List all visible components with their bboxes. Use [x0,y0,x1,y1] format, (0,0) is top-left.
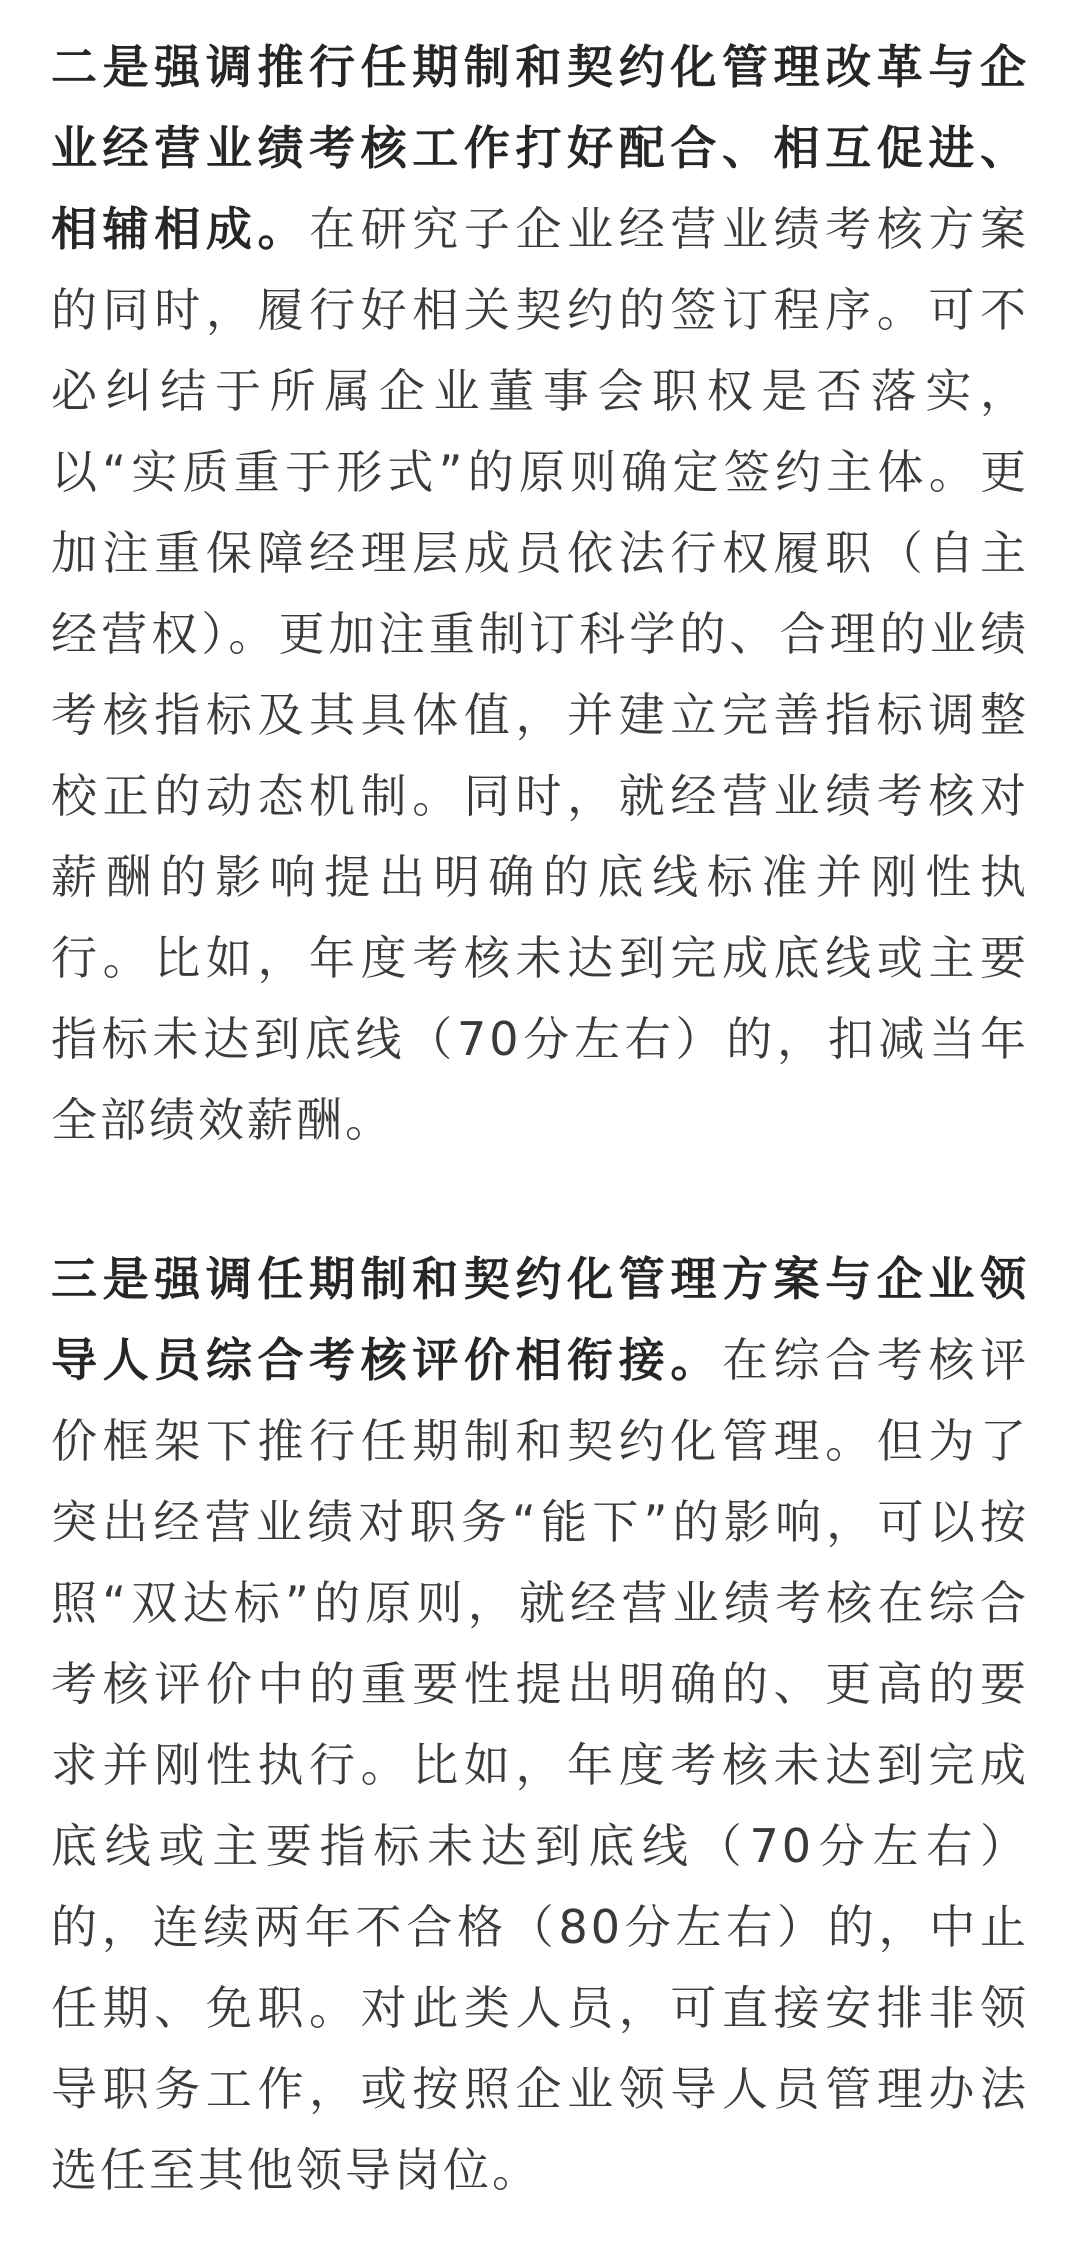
paragraph-lead-bold: 二是强调推行任期制和契约化管理改革与企业经营业绩考核工作打好配合、相互促进、相辅相成。 [51,39,1029,256]
paragraph-lead-bold: 三是强调任期制和契约化管理方案与企业领导人员综合考核评价相衔接。 [51,1251,1029,1387]
paragraph-term-system-and-performance [51,0,1029,1161]
paragraph-term-system-and-evaluation [51,1239,1029,2211]
paragraph-body: 在综合考核评价框架下推行任期制和契约化管理。但为了突出经营业绩对职务“能下”的影响，可以按照“双达标”的原则，就经营业绩考核在综合考核评价中的重要性提出明确的、更高的要求并刚性执行。比如，年度考核未达到完成底线或主要指标未达到底线（70分左右）的，连续两年不合格（80分左右）的，中止任期、免职。对此类人员，可直接安排非领导职务工作，或按照企业领导人员管理办法选任至其他领导岗位。 [51,1332,1030,2197]
paragraph-body: 在研究子企业经营业绩考核方案的同时，履行好相关契约的签订程序。可不必纠结于所属企业董事会职权是否落实，以“实质重于形式”的原则确定签约主体。更加注重保障经理层成员依法行权履职（自主经营权）。更加注重制订科学的、合理的业绩考核指标及其具体值，并建立完善指标调整校正的动态机制。同时，就经营业绩考核对薪酬的影响提出明确的底线标准并刚性执行。比如，年度考核未达到完成底线或主要指标未达到底线（70分左右）的，扣减当年全部绩效薪酬。 [51,201,1030,1147]
